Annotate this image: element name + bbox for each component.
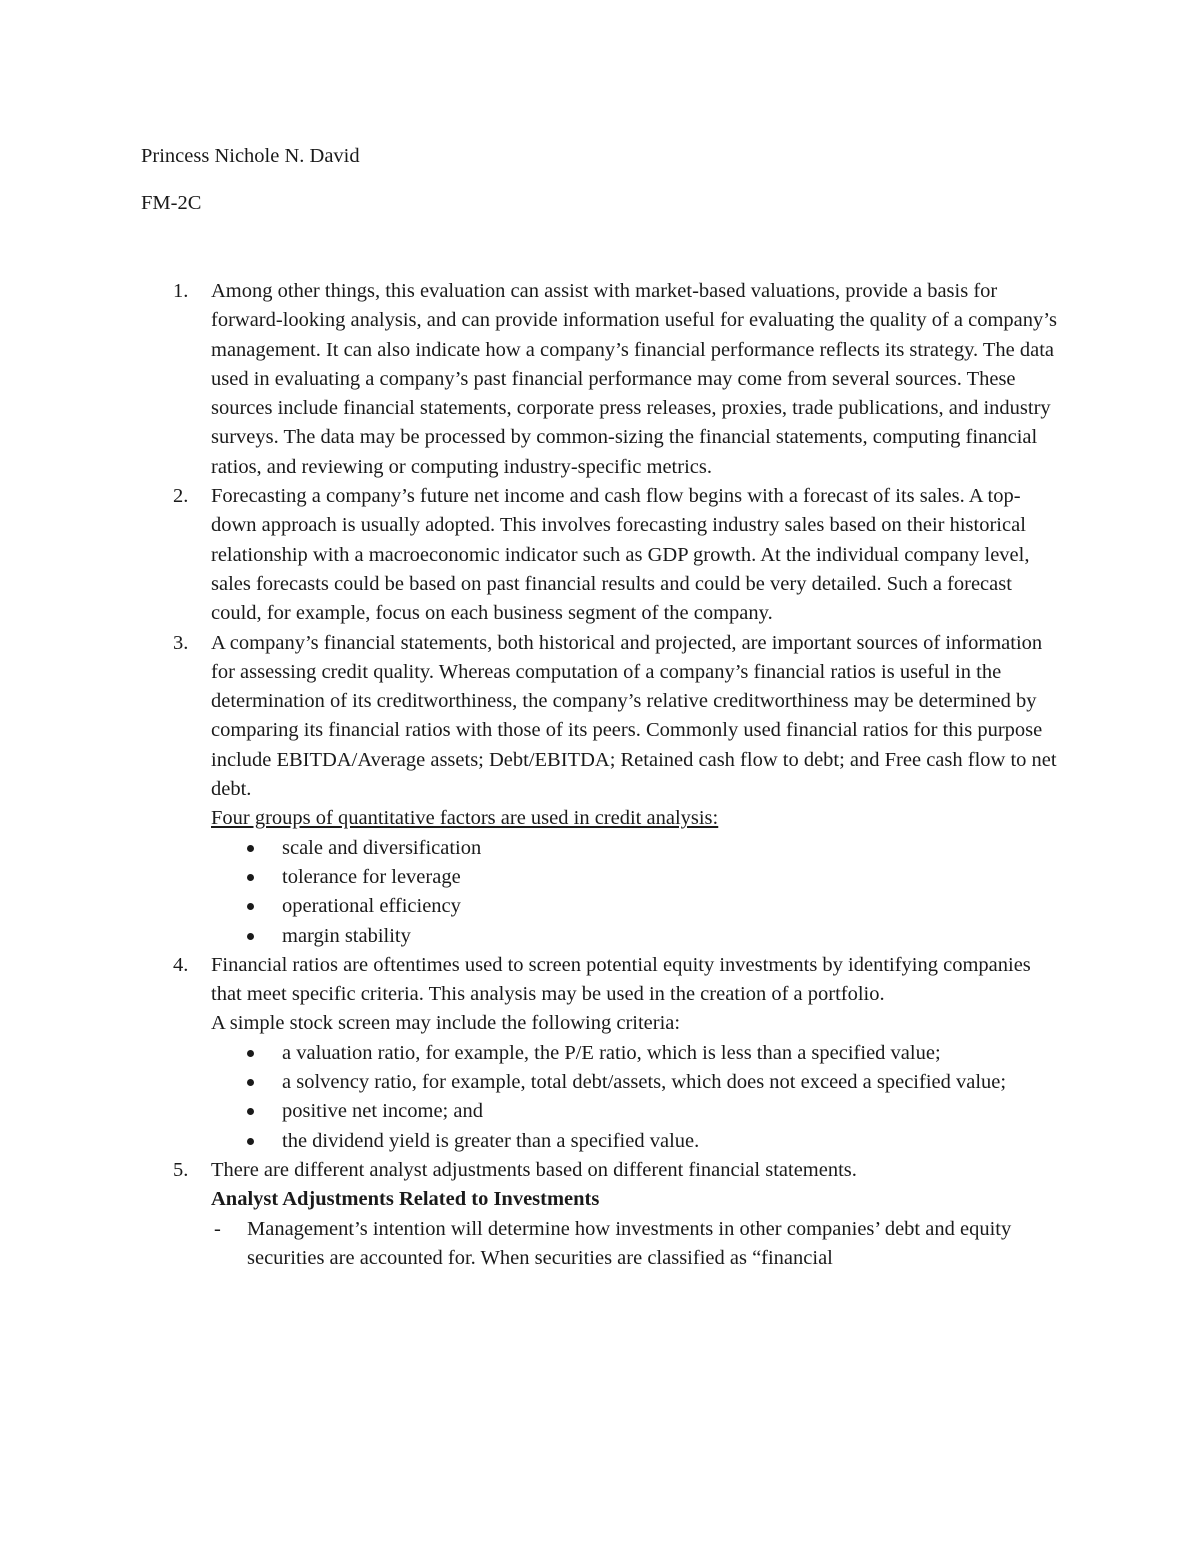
list-item-text: tolerance for leverage (282, 865, 461, 888)
bullet-icon (247, 845, 254, 852)
answer-text: Forecasting a company’s future net income and cash flow begins with a forecast of its sales. A top-down approach is usually adopted. This involves forecasting industry sales based on their historical relationship with a macroeconomic indicator such as GDP growth. At the individual company level, sales forecasts could be based on past financial results and could be very detailed. Such a forecast could, for example, focus on each business segment of the company. (211, 485, 1030, 625)
answer-text: Among other things, this evaluation can assist with market-based valuations, provide a basis for forward-looking analysis, and can provide information useful for evaluating the quality of a company’s management. It can also indicate how a company’s financial performance reflects its strategy. The data used in evaluating a company’s past financial performance may come from several sources. These sources include financial statements, corporate press releases, proxies, trade publications, and industry surveys. The data may be processed by common-sizing the financial statements, computing financial ratios, and reviewing or computing industry-specific metrics. (211, 280, 1057, 478)
answer-text: There are different analyst adjustments based on different financial statements. (211, 1158, 857, 1181)
answer-item-5 (141, 1156, 1061, 1273)
adjustments-list (211, 1215, 1061, 1274)
list-item-text: positive net income; and (282, 1100, 483, 1123)
bullet-icon (247, 1079, 254, 1086)
answer-number: 3. (173, 631, 189, 654)
list-item (211, 1097, 1061, 1126)
bullet-icon (247, 1138, 254, 1145)
bullet-icon (247, 1108, 254, 1115)
answer-list (141, 277, 1061, 1273)
class-section: FM-2C (141, 192, 202, 214)
stock-screen-heading: A simple stock screen may include the following criteria: (211, 1012, 681, 1035)
list-item-text: operational efficiency (282, 895, 461, 918)
list-item-text: scale and diversification (282, 836, 482, 859)
list-item (211, 863, 1061, 892)
stock-screen-criteria-list (211, 1039, 1061, 1156)
credit-factors-heading: Four groups of quantitative factors are used in credit analysis: (211, 807, 719, 830)
answer-item-2 (141, 482, 1061, 628)
answer-number: 1. (173, 280, 189, 302)
answer-item-1 (141, 277, 1061, 482)
investments-heading: Analyst Adjustments Related to Investments (211, 1188, 600, 1211)
list-item-text: a solvency ratio, for example, total debt/assets, which does not exceed a specified value; (282, 1071, 1007, 1094)
list-item (211, 1039, 1061, 1068)
answer-text: A company’s financial statements, both historical and projected, are important sources of information for assessing credit quality. Whereas computation of a company’s financial ratios is useful in the determination of its creditworthiness, the company’s relative creditworthiness may be determined by comparing its financial ratios with those of its peers. Commonly used financial ratios for this purpose include EBITDA/Average assets; Debt/EBITDA; Retained cash flow to debt; and Free cash flow to net debt. (211, 631, 1057, 801)
answer-item-3 (141, 629, 1061, 951)
list-item-text: margin stability (282, 924, 411, 947)
bullet-icon (247, 1050, 254, 1057)
bullet-icon (247, 903, 254, 910)
answer-number: 5. (173, 1158, 189, 1181)
answer-text: Financial ratios are oftentimes used to screen potential equity investments by identifying companies that meet specific criteria. This analysis may be used in the creation of a portfolio. (211, 953, 1031, 1006)
list-item-text: a valuation ratio, for example, the P/E ratio, which is less than a specified value; (282, 1041, 941, 1064)
list-item (211, 892, 1061, 921)
list-item (211, 1215, 1061, 1274)
answer-number: 4. (173, 953, 189, 976)
credit-factors-list (211, 834, 1061, 951)
bullet-icon (247, 933, 254, 940)
list-item (211, 922, 1061, 951)
author-name: Princess Nichole N. David (141, 145, 360, 167)
list-item (211, 1127, 1061, 1156)
list-item-text: Management’s intention will determine how investments in other companies’ debt and equity securities are accounted for. When securities are classified as “financial (247, 1217, 1012, 1269)
answer-item-4 (141, 951, 1061, 1156)
list-item-text: the dividend yield is greater than a specified value. (282, 1129, 700, 1152)
dash-icon: - (214, 1217, 221, 1240)
list-item (211, 1068, 1061, 1097)
answer-number: 2. (173, 485, 189, 508)
bullet-icon (247, 874, 254, 881)
list-item (211, 834, 1061, 863)
